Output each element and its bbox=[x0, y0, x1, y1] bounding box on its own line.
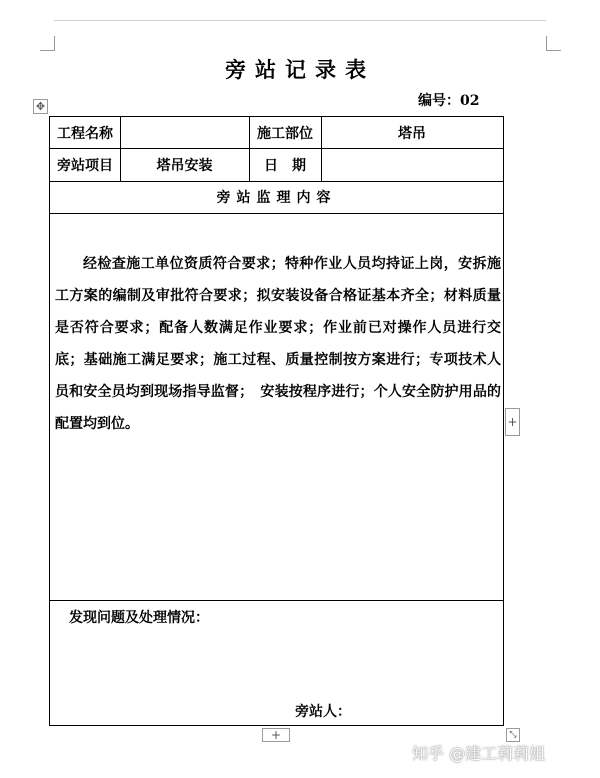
add-row-plus-icon[interactable]: + bbox=[262, 728, 290, 742]
table-row-divider bbox=[50, 600, 503, 601]
page-top-border bbox=[54, 20, 546, 21]
inspection-item-label: 旁站项目 bbox=[57, 157, 113, 174]
document-number-label: 编号： bbox=[418, 93, 460, 109]
inspection-item-field[interactable]: 塔吊安装 bbox=[156, 157, 213, 174]
issues-handling-label: 发现问题及处理情况： bbox=[69, 610, 209, 626]
source-watermark: 知乎 @建工莉莉姐 bbox=[412, 744, 546, 763]
record-form-table bbox=[49, 116, 504, 726]
document-number bbox=[418, 90, 479, 110]
date-label: 日 期 bbox=[264, 157, 306, 174]
page-corner-mark-left bbox=[40, 36, 55, 51]
page-corner-mark-right bbox=[546, 36, 561, 51]
inspector-signature-label: 旁站人： bbox=[295, 704, 351, 720]
document-title: 旁站记录表 bbox=[225, 57, 375, 82]
table-row-divider bbox=[50, 213, 503, 214]
table-resize-icon[interactable]: ⤡ bbox=[506, 728, 520, 742]
supervision-content-text[interactable]: 经检查施工单位资质符合要求；特种作业人员均持证上岗，安拆施工方案的编制及审批符合要求；拟安装设备合格证基本齐全；材料质量是否符合要求；配备人数满足作业要求；作业前已对操作人员进行交底；基础施工满足要求；施工过程、质量控制按方案进行；专项技术人员和安全员均到现场指导监督； 安装按程序进行；个人安全防护用品的配置均到位。 bbox=[55, 256, 501, 432]
date-field[interactable] bbox=[321, 148, 503, 181]
add-column-plus-icon[interactable]: + bbox=[505, 408, 520, 436]
document-number-value: 02 bbox=[460, 93, 480, 109]
construction-part-label: 施工部位 bbox=[257, 125, 313, 142]
project-name-label: 工程名称 bbox=[57, 125, 113, 142]
project-name-field[interactable] bbox=[120, 117, 249, 148]
table-move-handle-icon[interactable]: ✥ bbox=[33, 99, 48, 114]
supervision-content-heading: 旁站监理内容 bbox=[216, 190, 337, 206]
construction-part-field[interactable]: 塔吊 bbox=[398, 125, 426, 142]
